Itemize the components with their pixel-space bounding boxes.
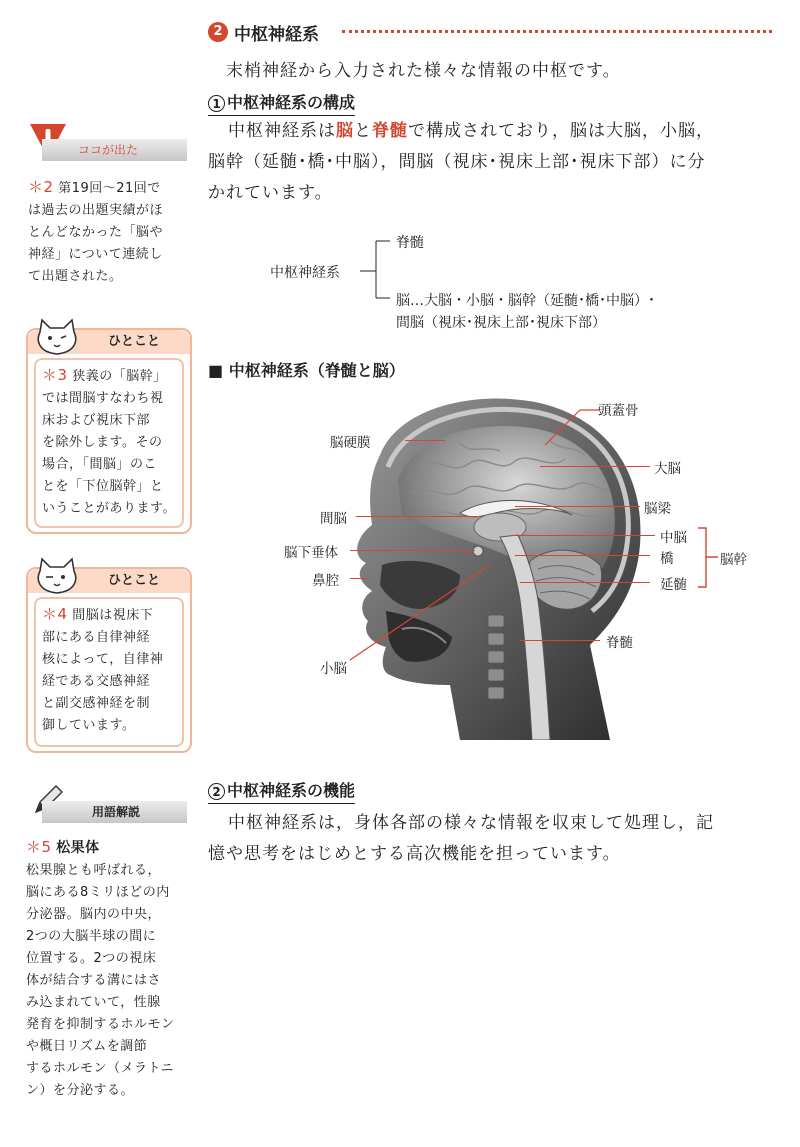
note-line: 床および視床下部 — [42, 413, 151, 428]
subsection-1-heading — [208, 90, 355, 116]
label-medulla: 延髄 — [660, 577, 687, 593]
note-line: では間脳すなわち視 — [42, 391, 164, 406]
subsection-2-body — [208, 808, 778, 870]
note-line: いうことがあります。 — [42, 501, 176, 516]
section-title: 中枢神経系 — [234, 25, 319, 45]
label-midbrain: 中脳 — [660, 530, 687, 546]
exam-label: ココが出た — [42, 139, 187, 161]
tree-branch-brain-2: 間脳（視床･視床上部･視床下部） — [396, 315, 606, 331]
glossary-line: み込まれていて，性腺 — [26, 995, 161, 1010]
label-dura: 脳硬膜 — [330, 435, 371, 451]
glossary-ref: ＊5 — [26, 838, 52, 856]
tree-bracket — [356, 236, 396, 306]
glossary-line: するホルモン（メラトニ — [26, 1061, 174, 1076]
note-line: 経である交感神経 — [42, 674, 151, 689]
body-text-b: と — [354, 121, 372, 141]
figure-title — [208, 358, 405, 381]
subsection-2-title: 中枢神経系の機能 — [227, 781, 356, 800]
subsection-1-number: 1 — [208, 95, 225, 112]
note-2-ref: ＊4 — [42, 605, 68, 623]
note-line: と副交感神経を制 — [42, 696, 151, 711]
glossary-line: 松果腺とも呼ばれる， — [26, 863, 162, 878]
label-pons: 橋 — [660, 551, 674, 567]
exam-line: 神経」について連続し — [28, 247, 163, 262]
leader-midbrain — [510, 535, 655, 536]
glossary-line: 分泌器。脳内の中央， — [26, 907, 162, 922]
exam-line: は過去の出題実績がほ — [28, 203, 164, 218]
glossary-line: 2つの大脳半球の間に — [26, 929, 157, 944]
glossary-entry — [26, 836, 194, 1102]
tree-root: 中枢神経系 — [270, 265, 340, 281]
label-nasal: 鼻腔 — [312, 573, 339, 589]
exam-line: 第19回～21回で — [58, 181, 161, 196]
leader-pons — [515, 555, 650, 556]
leader-medulla — [520, 582, 650, 583]
glossary-line: 脳にある8ミリほどの内 — [26, 885, 170, 900]
leader-dura — [405, 440, 445, 441]
glossary-line: ン）を分泌する。 — [26, 1083, 135, 1098]
body-text-c: で構成されており，脳は大脳，小脳， — [408, 121, 714, 141]
glossary-line: や概日リズムを調節 — [26, 1039, 148, 1054]
leader-spinal — [520, 640, 600, 641]
note-2-label: ひとこと — [28, 569, 190, 593]
glossary-line: 発育を抑制するホルモン — [26, 1017, 175, 1032]
cat-wink-icon — [34, 557, 80, 597]
body-line-3: かれています。 — [208, 183, 333, 203]
glossary-line: 体が結合する溝にはさ — [26, 973, 162, 988]
note-line: とを「下位脳幹」と — [42, 479, 164, 494]
glossary-line: 位置する。2つの視床 — [26, 951, 157, 966]
keyword-spinal: 脊髄 — [372, 121, 408, 141]
square-bullet-icon: ■ — [208, 361, 224, 380]
label-diencephalon: 間脳 — [320, 511, 347, 527]
subsection-2-heading — [208, 778, 355, 804]
exam-line: て出題された。 — [28, 269, 123, 284]
leader-corpus — [515, 506, 640, 507]
note-line: を除外します。その — [42, 435, 163, 450]
keyword-brain: 脳 — [336, 121, 354, 141]
subsection-1-body — [208, 116, 778, 209]
note-1-ref: ＊3 — [42, 366, 68, 384]
exam-line: とんどなかった「脳や — [28, 225, 164, 240]
note-line: 狭義の「脳幹」 — [72, 369, 167, 384]
leader-diencephalon — [356, 516, 481, 517]
label-pituitary: 脳下垂体 — [284, 545, 338, 561]
cat-icon — [34, 318, 80, 358]
note-line: 場合，「間脳」のこ — [42, 457, 158, 472]
note-1-label: ひとこと — [28, 330, 190, 354]
sub2-line-2: 憶や思考をはじめとする高次機能を担っています。 — [208, 844, 621, 864]
label-skull: 頭蓋骨 — [598, 403, 639, 419]
exam-note — [28, 176, 190, 288]
body-line-2: 脳幹（延髄･橋･中脳），間脳（視床･視床上部･視床下部）に分 — [208, 152, 706, 172]
leader-cerebellum — [340, 560, 500, 670]
note-line: 核によって，自律神 — [42, 652, 164, 667]
note-line: 間脳は視床下 — [72, 608, 154, 623]
label-corpus-callosum: 脳梁 — [644, 501, 671, 517]
label-spinal: 脊髄 — [606, 635, 633, 651]
section-lead: 末梢神経から入力された様々な情報の中枢です。 — [226, 61, 621, 81]
subsection-1-title: 中枢神経系の構成 — [227, 93, 356, 112]
label-cerebellum: 小脳 — [320, 661, 347, 677]
section-number-badge: 2 — [208, 22, 228, 42]
note-line: 御しています。 — [42, 718, 136, 733]
label-brainstem: 脳幹 — [720, 552, 747, 568]
body-text-a: 中枢神経系は — [228, 121, 336, 141]
tree-branch-brain-1: 脳…大脳・小脳・脳幹（延髄･橋･中脳）･ — [396, 293, 655, 309]
tree-branch-spinal: 脊髄 — [396, 235, 424, 251]
note-card-1 — [26, 328, 192, 534]
figure-title-text: 中枢神経系（脊髄と脳） — [228, 361, 405, 380]
label-cerebrum: 大脳 — [654, 461, 681, 477]
glossary-label: 用語解説 — [42, 801, 187, 823]
note-1-body — [34, 358, 184, 528]
leader-pituitary — [350, 550, 475, 551]
glossary-term: 松果体 — [56, 840, 100, 856]
title-dotted-rule — [342, 30, 772, 33]
sub2-line-1: 中枢神経系は，身体各部の様々な情報を収束して処理し，記 — [228, 813, 714, 833]
note-2-body — [34, 597, 184, 747]
note-line: 部にある自律神経 — [42, 630, 151, 645]
subsection-2-number: 2 — [208, 783, 225, 800]
exam-ref: ＊2 — [28, 178, 54, 196]
leader-cerebrum — [540, 466, 650, 467]
